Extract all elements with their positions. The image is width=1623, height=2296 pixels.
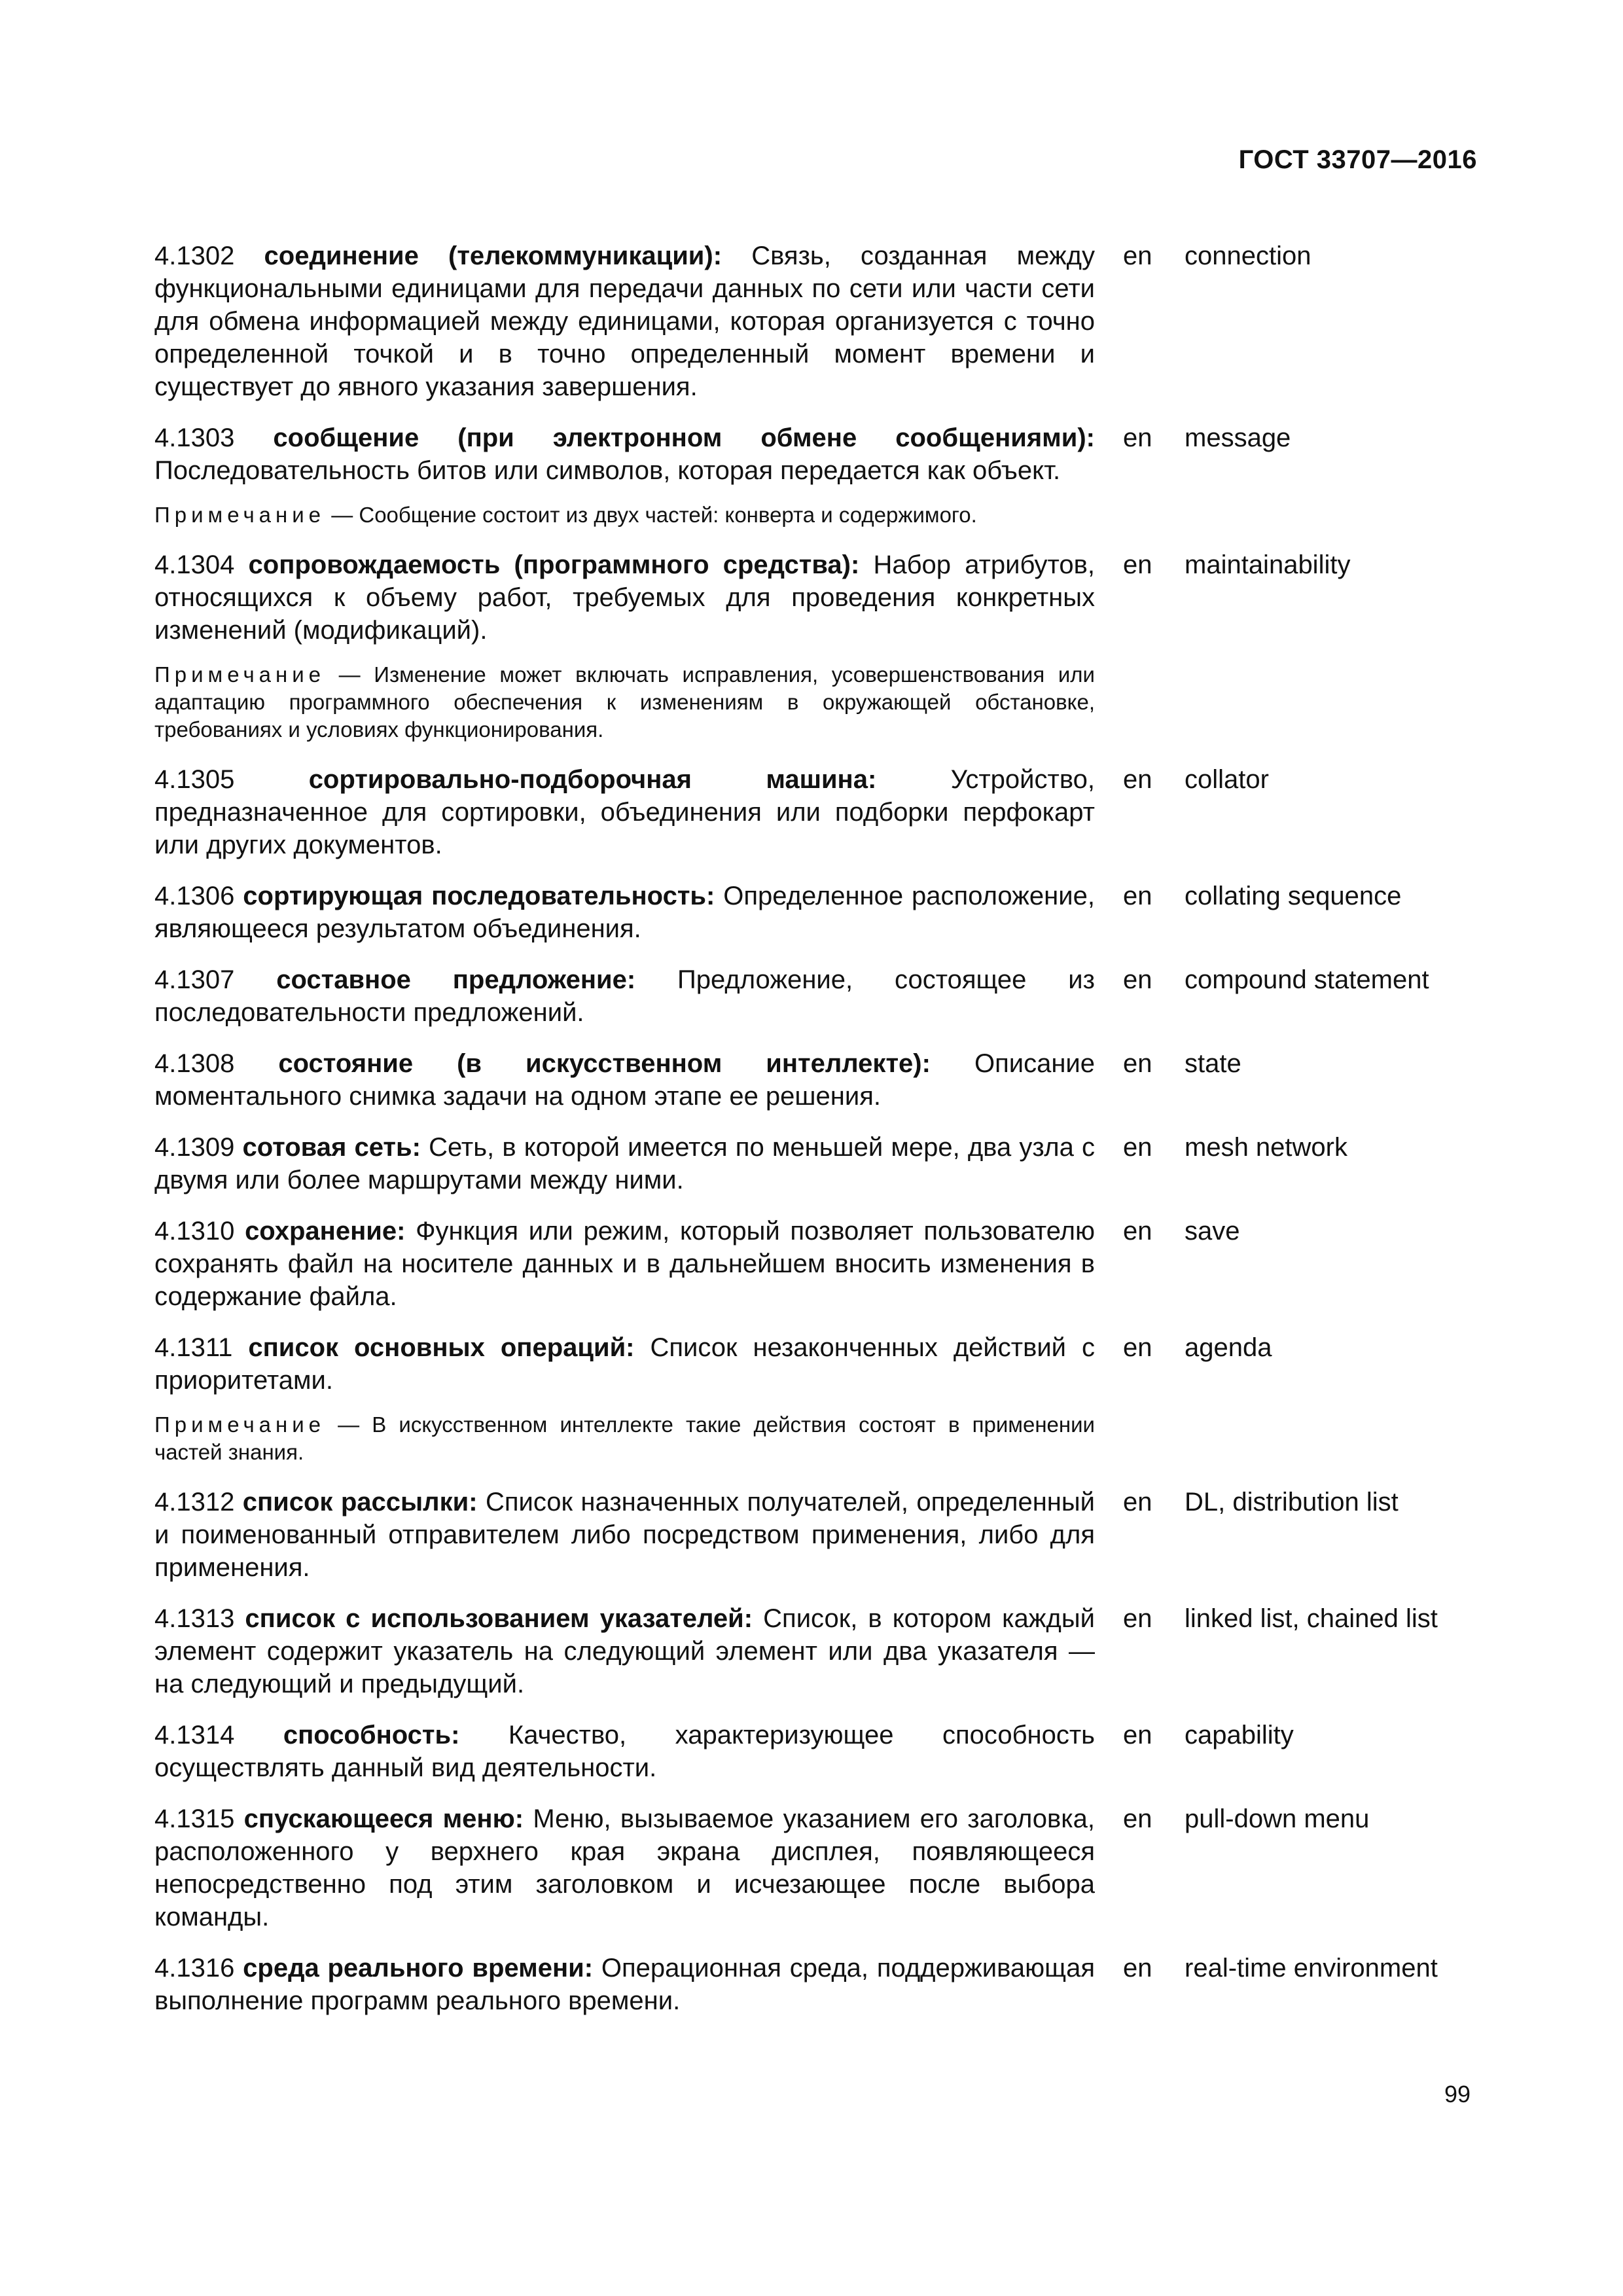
term-entry-row [154,1486,1483,1584]
term-definition: Сеть, в которой имеется по меньшей мере, два узла с двумя или более маршрутами между ними. [154,1133,1095,1194]
language-code: en [1123,423,1152,452]
english-equivalent: agenda [1185,1333,1272,1362]
language-code: en [1123,882,1152,910]
term-definition: Операционная среда, поддерживающая выполнение программ реального времени. [154,1954,1095,2015]
term-definition: Функция или режим, который позволяет пользователю сохранять файл на носителе данных и в дальнейшем вносить изменения в содержание файла. [154,1217,1095,1311]
note-text: — Изменение может включать исправления, усовершенствования или адаптацию программного обеспечения к изменениям в окружающей обстановке, требованиях и условиях функционирования. [154,662,1095,742]
term-number: 4.1306 [154,882,235,910]
english-equivalent: pull-down menu [1185,1804,1370,1833]
term-definition: Набор атрибутов, относящихся к объему работ, требуемых для проведения конкретных изменений (модификаций). [154,550,1095,645]
term-number: 4.1307 [154,965,235,994]
language-code: en [1123,1333,1152,1362]
term-entry-row [154,1331,1483,1397]
term-number: 4.1304 [154,550,235,579]
english-equivalent: linked list, chained list [1185,1604,1438,1633]
term-entry [154,1602,1483,1700]
language-code: en [1123,1217,1152,1246]
term-number: 4.1309 [154,1133,235,1162]
term-number: 4.1313 [154,1604,235,1633]
term-entry-row [154,1215,1483,1313]
term-definition-block [154,422,1095,487]
term-definition-block [154,1131,1095,1196]
term-name: сохранение: [245,1217,406,1246]
term-entry [154,880,1483,945]
term-note [154,501,1095,529]
term-definition-block [154,963,1095,1029]
language-code: en [1123,1049,1152,1078]
term-name: сотовая сеть: [242,1133,421,1162]
term-name: способность: [283,1721,460,1749]
term-entry [154,963,1483,1029]
term-number: 4.1314 [154,1721,235,1749]
note-label: Примечание [154,1412,326,1437]
language-code: en [1123,1488,1152,1516]
term-name: список рассылки: [242,1488,478,1516]
term-note [154,1411,1095,1466]
english-equivalent: capability [1185,1721,1294,1749]
term-number: 4.1303 [154,423,235,452]
english-equivalent: connection [1185,242,1311,270]
term-name: соединение (телекоммуникации): [264,242,722,270]
term-definition: Описание моментального снимка задачи на одном этапе ее решения. [154,1049,1095,1111]
term-entry [154,1047,1483,1113]
term-entry [154,1331,1483,1466]
term-entry-row [154,422,1483,487]
term-entry-row [154,1803,1483,1933]
term-entry [154,548,1483,744]
term-entry [154,422,1483,529]
term-number: 4.1312 [154,1488,235,1516]
term-entry [154,1952,1483,2017]
term-definition: Список незаконченных действий с приоритетами. [154,1333,1095,1395]
term-name: состояние (в искусственном интеллекте): [278,1049,931,1078]
language-code: en [1123,550,1152,579]
term-name: сопровождаемость (программного средства): [248,550,860,579]
term-definition: Список назначенных получателей, определенный и поименованный отправителем либо посредством применения, либо для применения. [154,1488,1095,1582]
language-code: en [1123,765,1152,794]
term-name: сообщение (при электронном обмене сообщениями): [273,423,1095,452]
english-equivalent: compound statement [1185,965,1429,994]
term-name: среда реального времени: [243,1954,594,1982]
english-equivalent: message [1185,423,1291,452]
language-code: en [1123,1604,1152,1633]
term-definition: Связь, созданная между функциональными единицами для передачи данных по сети или части сети для обмена информацией между единицами, которая организуется с точно определенной точкой и в точно определенный момент времени и существует до явного указания завершения. [154,242,1095,401]
term-definition: Список, в котором каждый элемент содержит указатель на следующий элемент или два указателя — на следующий и предыдущий. [154,1604,1095,1698]
language-code: en [1123,1804,1152,1833]
term-definition-block [154,548,1095,647]
term-number: 4.1305 [154,765,235,794]
term-entry-row [154,880,1483,945]
term-entry [154,1803,1483,1933]
term-definition-block [154,1215,1095,1313]
term-entry-row [154,1602,1483,1700]
english-equivalent: state [1185,1049,1241,1078]
term-definition-block [154,240,1095,403]
term-definition-block [154,1331,1095,1397]
english-equivalent: real-time environment [1185,1954,1438,1982]
document-header: ГОСТ 33707—2016 [1238,145,1477,174]
term-entry-row [154,1047,1483,1113]
english-equivalent: maintainability [1185,550,1351,579]
language-code: en [1123,242,1152,270]
term-name: сортировально-подборочная машина: [308,765,877,794]
term-definition-block [154,1952,1095,2017]
term-definition: Меню, вызываемое указанием его заголовка, расположенного у верхнего края экрана дисплея, появляющееся непосредственно под этим заголовком и исчезающее после выбора команды. [154,1804,1095,1931]
language-code: en [1123,1133,1152,1162]
term-entry [154,1131,1483,1196]
term-entry [154,240,1483,403]
language-code: en [1123,1954,1152,1982]
term-definition-block [154,763,1095,861]
term-entry [154,1486,1483,1584]
term-entry-row [154,548,1483,647]
term-entry-row [154,240,1483,403]
note-text: — В искусственном интеллекте такие действия состоят в применении частей знания. [154,1412,1095,1464]
note-label: Примечание [154,662,326,687]
term-definition-block [154,880,1095,945]
term-name: составное предложение: [276,965,636,994]
term-definition-block [154,1803,1095,1933]
term-definition: Последовательность битов или символов, которая передается как объект. [154,456,1061,485]
term-entry-row [154,1952,1483,2017]
term-definition-block [154,1047,1095,1113]
term-entry-row [154,763,1483,861]
term-name: список основных операций: [248,1333,635,1362]
term-name: список с использованием указателей: [245,1604,753,1633]
term-entry [154,763,1483,861]
term-note [154,661,1095,744]
term-name: сортирующая последовательность: [243,882,715,910]
term-entry [154,1719,1483,1784]
language-code: en [1123,1721,1152,1749]
english-equivalent: DL, distribution list [1185,1488,1399,1516]
term-entry-row [154,963,1483,1029]
term-definition: Качество, характеризующее способность осуществлять данный вид деятельности. [154,1721,1095,1782]
language-code: en [1123,965,1152,994]
term-number: 4.1310 [154,1217,235,1246]
term-number: 4.1311 [154,1333,233,1362]
term-definition-block [154,1602,1095,1700]
english-equivalent: collating sequence [1185,882,1402,910]
english-equivalent: save [1185,1217,1240,1246]
term-entry-row [154,1131,1483,1196]
english-equivalent: mesh network [1185,1133,1347,1162]
term-entry-row [154,1719,1483,1784]
term-definition: Предложение, состоящее из последовательности предложений. [154,965,1095,1027]
note-label: Примечание [154,503,326,527]
english-equivalent: collator [1185,765,1269,794]
page-number: 99 [1444,2081,1471,2108]
term-name: спускающееся меню: [243,1804,524,1833]
term-definition: Устройство, предназначенное для сортировки, объединения или подборки перфокарт или других документов. [154,765,1095,859]
term-definition: Определенное расположение, являющееся результатом объединения. [154,882,1095,943]
term-number: 4.1308 [154,1049,235,1078]
note-text: — Сообщение состоит из двух частей: конверта и содержимого. [331,503,977,527]
term-definition-block [154,1486,1095,1584]
term-number: 4.1315 [154,1804,235,1833]
term-entries [154,240,1483,2036]
term-entry [154,1215,1483,1313]
term-number: 4.1316 [154,1954,235,1982]
term-number: 4.1302 [154,242,235,270]
term-definition-block [154,1719,1095,1784]
